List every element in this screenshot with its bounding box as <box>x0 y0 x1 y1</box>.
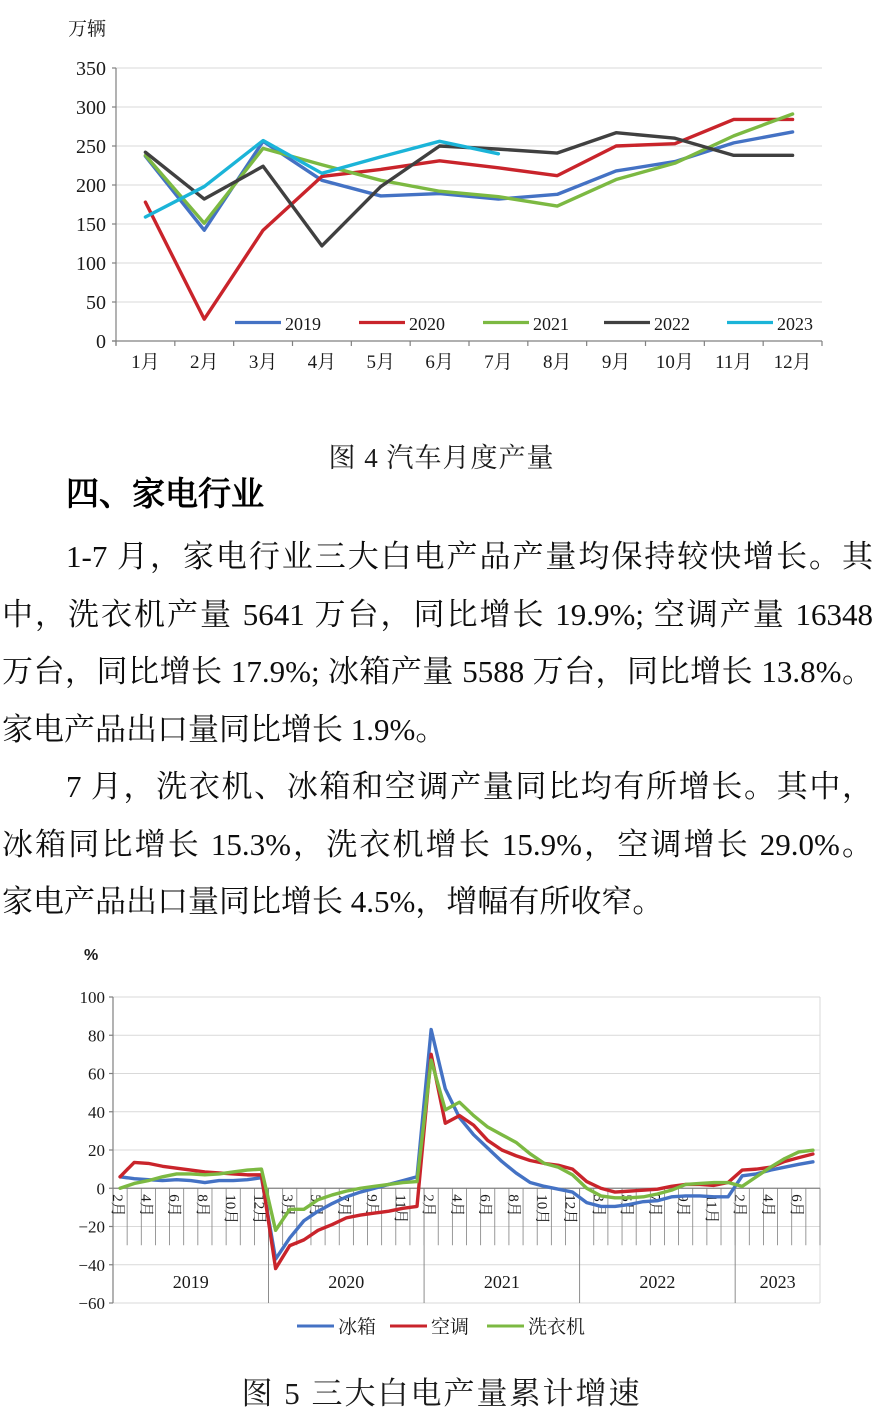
svg-text:4月: 4月 <box>307 352 337 373</box>
svg-text:9月: 9月 <box>601 352 631 373</box>
svg-text:−40: −40 <box>78 1255 105 1275</box>
svg-text:3月: 3月 <box>589 1194 606 1217</box>
paragraph-1 <box>2 528 873 758</box>
svg-text:10月: 10月 <box>533 1194 550 1225</box>
svg-text:6月: 6月 <box>165 1194 182 1217</box>
svg-text:10月: 10月 <box>222 1194 239 1225</box>
paragraph-1-line-3: 万台，同比增长 17.9%; 冰箱产量 5588 万台，同比增长 13.8%。 <box>2 654 873 689</box>
paragraph-2-line-2: 冰箱同比增长 15.3%，洗衣机增长 15.9%，空调增长 29.0%。 <box>2 826 873 862</box>
svg-text:4月: 4月 <box>759 1194 776 1217</box>
svg-text:7月: 7月 <box>484 352 513 373</box>
svg-text:0: 0 <box>96 1179 105 1199</box>
svg-text:4月: 4月 <box>448 1194 465 1217</box>
svg-text:5月: 5月 <box>307 1194 324 1217</box>
svg-text:150: 150 <box>76 214 106 236</box>
fig5-legend-item-冰箱 <box>297 1316 376 1338</box>
svg-text:11月: 11月 <box>702 1194 719 1224</box>
svg-text:3月: 3月 <box>248 352 278 373</box>
svg-text:6月: 6月 <box>425 352 454 373</box>
svg-text:2020: 2020 <box>328 1272 365 1292</box>
svg-text:2月: 2月 <box>731 1194 748 1217</box>
svg-text:12月: 12月 <box>250 1194 267 1225</box>
paragraph-2-line-1: 7 月，洗衣机、冰箱和空调产量同比均有所增长。其中， <box>66 769 873 804</box>
svg-text:300: 300 <box>76 97 106 119</box>
svg-text:20: 20 <box>88 1141 105 1160</box>
svg-text:4月: 4月 <box>137 1194 154 1217</box>
svg-text:50: 50 <box>86 292 106 314</box>
figure5-caption: 图 5 三大白电产量累计增速 <box>241 1376 642 1411</box>
svg-text:100: 100 <box>76 253 106 275</box>
svg-text:350: 350 <box>76 58 106 80</box>
svg-text:200: 200 <box>76 175 106 197</box>
fig5-gridlines <box>113 997 820 1303</box>
svg-text:60: 60 <box>88 1064 105 1084</box>
svg-text:100: 100 <box>79 988 105 1007</box>
svg-text:1月: 1月 <box>131 352 160 373</box>
figure4-caption: 图 4 汽车月度产量 <box>328 443 555 473</box>
paragraph-2 <box>2 758 873 931</box>
svg-text:2022: 2022 <box>654 314 690 334</box>
fig5-legend-item-洗衣机 <box>487 1316 585 1338</box>
paragraph-1-line-1: 1-7 月，家电行业三大白电产品产量均保持较快增长。其 <box>66 539 873 574</box>
svg-text:8月: 8月 <box>542 352 572 373</box>
fig5-legend <box>297 1316 585 1338</box>
svg-text:6月: 6月 <box>476 1194 493 1217</box>
svg-text:80: 80 <box>88 1026 105 1046</box>
svg-text:12月: 12月 <box>561 1194 578 1225</box>
svg-text:0: 0 <box>96 331 106 353</box>
svg-text:2019: 2019 <box>172 1272 209 1292</box>
svg-text:11月: 11月 <box>715 352 753 373</box>
svg-text:3月: 3月 <box>278 1194 295 1217</box>
svg-text:洗衣机: 洗衣机 <box>528 1317 586 1338</box>
svg-text:冰箱: 冰箱 <box>338 1317 377 1338</box>
svg-text:2020: 2020 <box>409 314 445 334</box>
svg-text:空调: 空调 <box>431 1317 470 1338</box>
svg-text:8月: 8月 <box>504 1194 521 1217</box>
svg-text:−60: −60 <box>78 1294 105 1313</box>
svg-text:2019: 2019 <box>285 314 321 334</box>
svg-text:−20: −20 <box>78 1217 105 1237</box>
svg-text:9月: 9月 <box>674 1194 691 1217</box>
svg-text:2021: 2021 <box>533 314 569 334</box>
svg-text:2023: 2023 <box>777 314 813 334</box>
figure5-unit-label: % <box>84 947 99 964</box>
svg-text:2021: 2021 <box>483 1272 520 1292</box>
section-heading: 四、家电行业 <box>66 475 264 512</box>
svg-text:2月: 2月 <box>189 352 219 373</box>
svg-text:2022: 2022 <box>639 1272 676 1292</box>
fig5-y-axis-labels <box>78 988 105 1313</box>
svg-text:12月: 12月 <box>773 352 812 373</box>
svg-text:5月: 5月 <box>366 352 396 373</box>
svg-text:2月: 2月 <box>420 1194 437 1217</box>
paragraph-1-line-4: 家电产品出口量同比增长 1.9%。 <box>2 711 447 747</box>
svg-text:11月: 11月 <box>391 1194 408 1224</box>
svg-text:8月: 8月 <box>193 1194 210 1217</box>
svg-text:10月: 10月 <box>655 352 694 373</box>
svg-text:40: 40 <box>88 1102 105 1122</box>
svg-text:250: 250 <box>76 136 106 158</box>
svg-text:2023: 2023 <box>759 1272 796 1292</box>
figure4-unit-label: 万辆 <box>68 19 107 40</box>
svg-text:5月: 5月 <box>618 1194 635 1217</box>
fig5-legend-item-空调 <box>390 1316 469 1338</box>
svg-text:7月: 7月 <box>646 1194 663 1217</box>
svg-text:9月: 9月 <box>363 1194 380 1217</box>
fig5-month-labels <box>109 1194 805 1224</box>
svg-text:6月: 6月 <box>787 1194 804 1217</box>
svg-text:7月: 7月 <box>335 1194 352 1217</box>
paragraph-2-line-3: 家电产品出口量同比增长 4.5%，增幅有所收窄。 <box>2 884 664 919</box>
paragraph-1-line-2: 中，洗衣机产量 5641 万台，同比增长 19.9%; 空调产量 16348 <box>2 596 873 632</box>
svg-text:2月: 2月 <box>109 1194 126 1217</box>
